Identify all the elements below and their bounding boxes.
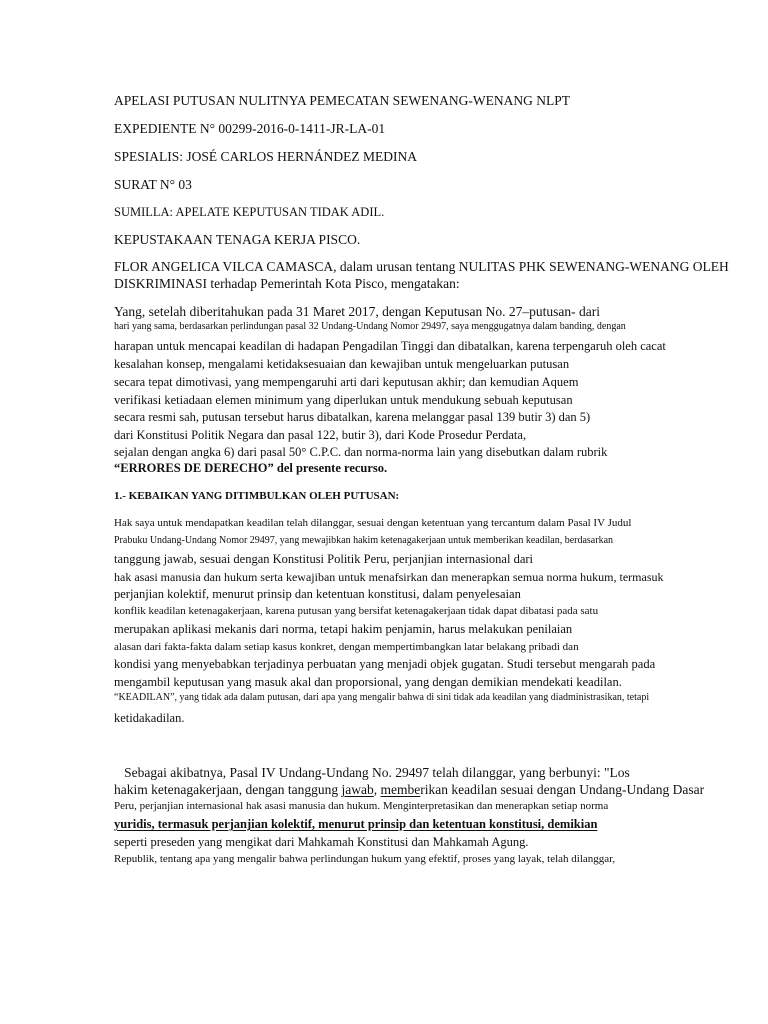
spesialis-line: SPESIALIS: JOSÉ CARLOS HERNÁNDEZ MEDINA bbox=[114, 149, 418, 164]
paragraph-line: seperti preseden yang mengikat dari Mahkamah Konstitusi dan Mahkamah Agung. bbox=[114, 835, 529, 849]
paragraph-line: secara resmi sah, putusan tersebut harus dibatalkan, karena melanggar pasal 139 butir 3) dan 5) bbox=[114, 410, 591, 424]
paragraph-line: harapan untuk mencapai keadilan di hadapan Pengadilan Tinggi dan dibatalkan, karena terpengaruh oleh cacat bbox=[114, 339, 666, 353]
paragraph-line: secara tepat dimotivasi, yang mempengaruhi arti dari keputusan akhir; dan kemudian Aquem bbox=[114, 375, 579, 389]
expediente-number: EXPEDIENTE N° 00299-2016-0-1411-JR-LA-01 bbox=[114, 121, 386, 136]
paragraph-line: hak asasi manusia dan hukum serta kewajiban untuk menafsirkan dan menerapkan semua norma hukum, termasuk bbox=[114, 570, 664, 584]
paragraph-line: kondisi yang menyebabkan terjadinya perbuatan yang menjadi objek gugatan. Studi tersebut mengarah pada bbox=[114, 657, 656, 671]
paragraph-line: Republik, tentang apa yang mengalir bahwa perlindungan hukum yang efektif, proses yang layak, telah dilanggar, bbox=[114, 853, 616, 865]
paragraph-line: tanggung jawab, sesuai dengan Konstitusi Politik Peru, perjanjian internasional dari bbox=[114, 552, 534, 566]
paragraph-line: Peru, perjanjian internasional hak asasi manusia dan hukum. Menginterpretasikan dan menerapkan setiap norma bbox=[114, 800, 609, 812]
paragraph-line: Sebagai akibatnya, Pasal IV Undang-Undang No. 29497 telah dilanggar, yang berbunyi: "Los bbox=[114, 765, 630, 780]
paragraph-line: merupakan aplikasi mekanis dari norma, tetapi hakim penjamin, harus melakukan penilaian bbox=[114, 622, 573, 636]
kepustakaan-line: KEPUSTAKAAN TENAGA KERJA PISCO. bbox=[114, 232, 361, 247]
errores-bold-text: “ERRORES DE DERECHO” bbox=[114, 461, 274, 475]
paragraph-line: mengambil keputusan yang masuk akal dan proporsional, yang dengan demikian mendekati keadilan. bbox=[114, 675, 622, 689]
errores-line bbox=[114, 461, 387, 476]
emphasized-line: yuridis, termasuk perjanjian kolektif, menurut prinsip dan ketentuan konstitusi, demikian bbox=[114, 817, 598, 831]
sumilla-line: SUMILLA: APELATE KEPUTUSAN TIDAK ADIL. bbox=[114, 205, 385, 219]
paragraph-line: konflik keadilan ketenagakerjaan, karena putusan yang bersifat ketenagakerjaan tidak dapat dibatasi pada satu bbox=[114, 605, 599, 617]
intro-line: FLOR ANGELICA VILCA CAMASCA, dalam urusan tentang NULITAS PHK SEWENANG-WENANG OLEH bbox=[114, 259, 729, 274]
section-heading: 1.- KEBAIKAN YANG DITIMBULKAN OLEH PUTUSAN: bbox=[114, 490, 400, 502]
paragraph-line: perjanjian kolektif, menurut prinsip dan ketentuan konstitusi, dalam penyelesaian bbox=[114, 587, 521, 601]
surat-number: SURAT N° 03 bbox=[114, 177, 192, 192]
paragraph-line: dari Konstitusi Politik Negara dan pasal 122, butir 3), dari Kode Prosedur Perdata, bbox=[114, 428, 527, 442]
paragraph-line: Hak saya untuk mendapatkan keadilan telah dilanggar, sesuai dengan ketentuan yang tercantum dalam Pasal IV Judul bbox=[114, 517, 632, 529]
paragraph-line: kesalahan konsep, mengalami ketidaksesuaian dan kewajiban untuk mengeluarkan putusan bbox=[114, 357, 570, 371]
underlined-text: jawab bbox=[341, 782, 374, 797]
text-span: hakim ketenagakerjaan, dengan tanggung bbox=[114, 782, 342, 797]
paragraph-line bbox=[114, 782, 704, 798]
text-span: , bbox=[373, 782, 381, 797]
paragraph-line: Prabuku Undang-Undang Nomor 29497, yang mewajibkan hakim ketenagakerjaan untuk memberikan keadilan, berdasarkan bbox=[114, 535, 614, 546]
paragraph-line: ketidakadilan. bbox=[114, 711, 185, 725]
intro-line: DISKRIMINASI terhadap Pemerintah Kota Pisco, mengatakan: bbox=[114, 276, 460, 291]
paragraph-line: hari yang sama, berdasarkan perlindungan pasal 32 Undang-Undang Nomor 29497, saya menggugatnya dalam banding, dengan bbox=[114, 321, 626, 332]
document-title: APELASI PUTUSAN NULITNYA PEMECATAN SEWENANG-WENANG NLPT bbox=[114, 93, 571, 108]
paragraph-line: Yang, setelah diberitahukan pada 31 Maret 2017, dengan Keputusan No. 27–putusan- dari bbox=[114, 304, 601, 319]
paragraph-line: alasan dari fakta-fakta dalam setiap kasus konkret, dengan mempertimbangkan latar belakang pribadi dan bbox=[114, 641, 579, 653]
paragraph-line: verifikasi ketiadaan elemen minimum yang diperlukan untuk mendukung sebuah keputusan bbox=[114, 393, 573, 407]
underlined-text: membe bbox=[380, 782, 421, 797]
paragraph-line: sejalan dengan angka 6) dari pasal 50° C.P.C. dan norma-norma lain yang disebutkan dalam rubrik bbox=[114, 445, 608, 459]
paragraph-line: “KEADILAN”, yang tidak ada dalam putusan, dari apa yang mengalir bahwa di sini tidak ada keadilan yang diadministrasikan, tetapi bbox=[114, 692, 650, 703]
text-span: rikan keadilan sesuai dengan Undang-Undang Dasar bbox=[420, 782, 705, 797]
errores-rest-text: del presente recurso. bbox=[273, 461, 388, 475]
